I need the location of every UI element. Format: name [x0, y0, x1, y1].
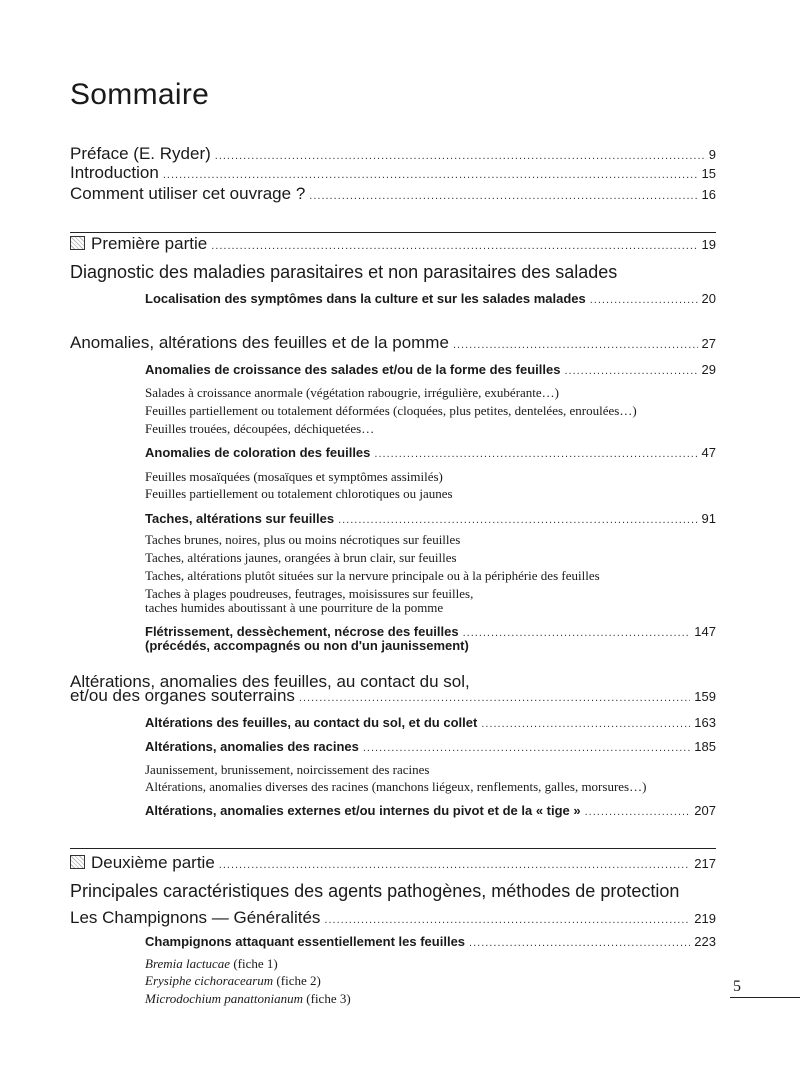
entry-label: Altérations, anomalies des feuilles, au contact du sol, — [70, 672, 470, 691]
entry-page: 47 — [701, 445, 716, 460]
divider — [70, 848, 716, 849]
toc-entry — [70, 184, 716, 204]
entry-label: Comment utiliser cet ouvrage ? — [70, 184, 306, 203]
entry-page: 223 — [694, 934, 716, 949]
dot-leader — [324, 914, 690, 926]
entry-label: Diagnostic des maladies parasitaires et non parasitaires des salades — [70, 262, 618, 282]
toc-entry — [145, 511, 716, 526]
dot-leader — [309, 190, 697, 202]
toc-entry — [145, 469, 716, 485]
entry-label: Anomalies de coloration des feuilles — [145, 445, 371, 460]
entry-page: 217 — [694, 856, 716, 871]
toc-entry — [145, 385, 716, 401]
entry-label: Anomalies, altérations des feuilles et de la pomme — [70, 333, 449, 352]
entry-page: 15 — [701, 166, 716, 181]
toc-entry — [70, 881, 716, 902]
toc-entry — [145, 486, 716, 502]
entry-page: 29 — [701, 362, 716, 377]
entry-suffix: (fiche 1) — [230, 956, 278, 971]
entry-label: Taches, altérations jaunes, orangées à brun clair, sur feuilles — [145, 550, 457, 565]
entry-label: Les Champignons — Généralités — [70, 908, 321, 927]
toc-entry — [145, 991, 716, 1007]
toc-entry — [145, 715, 716, 730]
page-number: 5 — [733, 978, 741, 995]
toc-entry — [70, 144, 716, 164]
toc-entry — [145, 600, 716, 616]
toc-entry — [70, 163, 716, 183]
toc-entry — [145, 762, 716, 778]
entry-page: 159 — [694, 689, 716, 704]
dot-leader — [469, 937, 690, 949]
entry-label: Principales caractéristiques des agents pathogènes, méthodes de protection — [70, 881, 680, 901]
toc-entry — [70, 908, 716, 928]
entry-label: Deuxième partie — [91, 853, 215, 872]
entry-label: Altérations, anomalies diverses des racines (manchons liégeux, renflements, galles, morsures…) — [145, 779, 647, 794]
part-box-icon — [70, 855, 85, 869]
entry-page: 91 — [701, 511, 716, 526]
toc-entry — [145, 956, 716, 972]
entry-label: Altérations, anomalies des racines — [145, 739, 359, 754]
entry-page: 16 — [701, 187, 716, 202]
toc-entry — [145, 638, 716, 653]
entry-page: 219 — [694, 911, 716, 926]
entry-label: Altérations des feuilles, au contact du sol, et du collet — [145, 715, 478, 730]
entry-page: 20 — [701, 291, 716, 306]
toc-entry — [145, 739, 716, 754]
dot-leader — [585, 806, 691, 818]
toc-entry — [145, 624, 716, 639]
toc-entry — [145, 550, 716, 566]
entry-label: Localisation des symptômes dans la culture et sur les salades malades — [145, 291, 586, 306]
entry-page: 27 — [701, 336, 716, 351]
dot-leader — [211, 240, 697, 252]
entry-label: Erysiphe cichoracearum — [145, 973, 274, 988]
part-heading — [70, 853, 716, 873]
toc-entry — [145, 973, 716, 989]
dot-leader — [481, 718, 690, 730]
entry-page: 147 — [694, 624, 716, 639]
toc-entry — [145, 291, 716, 306]
page-title: Sommaire — [70, 78, 210, 111]
entry-label: Microdochium panattonianum — [145, 991, 304, 1006]
dot-leader — [299, 692, 690, 704]
entry-page: 19 — [701, 237, 716, 252]
part-box-icon — [70, 236, 85, 250]
toc-entry — [70, 333, 716, 353]
entry-page: 9 — [708, 147, 716, 162]
entry-label: Préface (E. Ryder) — [70, 144, 211, 163]
toc-entry — [70, 262, 716, 283]
entry-suffix: (fiche 3) — [303, 991, 351, 1006]
entry-label: Première partie — [91, 234, 208, 253]
dot-leader — [374, 448, 697, 460]
toc-entry — [145, 568, 716, 584]
entry-label: et/ou des organes souterrains — [70, 686, 295, 705]
entry-label: Taches, altérations plutôt situées sur la nervure principale ou à la périphérie des feuilles — [145, 568, 600, 583]
dot-leader — [215, 150, 705, 162]
entry-label: Anomalies de croissance des salades et/ou de la forme des feuilles — [145, 362, 561, 377]
dot-leader — [363, 742, 690, 754]
entry-label: Jaunissement, brunissement, noircissement des racines — [145, 762, 430, 777]
part-heading — [70, 234, 716, 254]
entry-page: 207 — [694, 803, 716, 818]
entry-label: Salades à croissance anormale (végétation rabougrie, irrégulière, exubérante…) — [145, 385, 560, 400]
toc-entry — [145, 421, 716, 437]
entry-label: Flétrissement, dessèchement, nécrose des feuilles — [145, 624, 459, 639]
entry-label: Taches brunes, noires, plus ou moins nécrotiques sur feuilles — [145, 532, 461, 547]
dot-leader — [453, 339, 698, 351]
entry-label: taches humides aboutissant à une pourriture de la pomme — [145, 600, 444, 615]
entry-label: Feuilles trouées, découpées, déchiquetées… — [145, 421, 375, 436]
entry-label: Introduction — [70, 163, 159, 182]
toc-entry — [145, 803, 716, 818]
dot-leader — [564, 365, 697, 377]
entry-label: Taches, altérations sur feuilles — [145, 511, 335, 526]
entry-label: Champignons attaquant essentiellement les feuilles — [145, 934, 466, 949]
entry-page: 185 — [694, 739, 716, 754]
dot-leader — [163, 169, 698, 181]
toc-entry — [70, 686, 716, 706]
toc-entry — [145, 403, 716, 419]
dot-leader — [590, 294, 698, 306]
toc-entry — [145, 532, 716, 548]
toc-entry — [145, 779, 716, 795]
entry-label: Bremia lactucae — [145, 956, 231, 971]
entry-label: Feuilles partiellement ou totalement déformées (cloquées, plus petites, dentelées, enroulées…) — [145, 403, 637, 418]
divider — [70, 232, 716, 233]
toc-entry — [145, 934, 716, 949]
entry-suffix: (fiche 2) — [273, 973, 321, 988]
entry-label: Altérations, anomalies externes et/ou internes du pivot et de la « tige » — [145, 803, 581, 818]
dot-leader — [338, 514, 697, 526]
entry-label: Taches à plages poudreuses, feutrages, moisissures sur feuilles, — [145, 586, 474, 601]
page-number-rule — [730, 997, 800, 998]
entry-label: Feuilles mosaïquées (mosaïques et symptômes assimilés) — [145, 469, 443, 484]
toc-entry — [145, 362, 716, 377]
entry-page: 163 — [694, 715, 716, 730]
entry-label: Feuilles partiellement ou totalement chlorotiques ou jaunes — [145, 486, 453, 501]
entry-label: (précédés, accompagnés ou non d'un jaunissement) — [145, 638, 469, 653]
toc-entry — [145, 445, 716, 460]
dot-leader — [219, 859, 691, 871]
